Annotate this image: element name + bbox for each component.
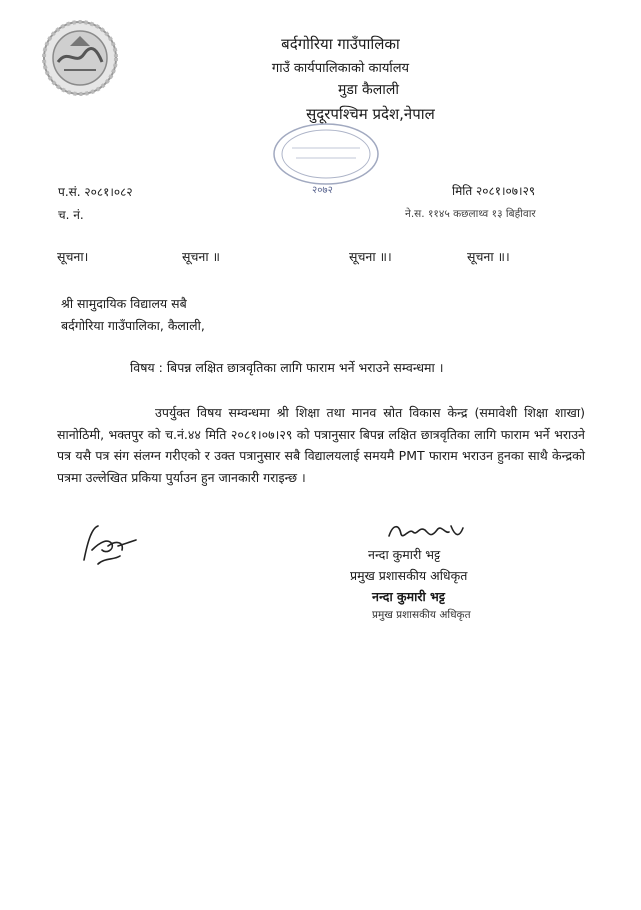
handwritten-initials-signature (78, 520, 140, 568)
dispatch-number: च. नं. (58, 208, 84, 222)
reference-number: प.सं. २०८१।०८२ (58, 185, 133, 199)
signatory-title: प्रमुख प्रशासकीय अधिकृत (350, 568, 468, 583)
letterhead-municipality: बर्दगोरिया गाउँपालिका (281, 35, 400, 53)
letter-body: उपर्युक्त विषय सम्वन्धमा श्री शिक्षा तथा मानव स्रोत विकास केन्द्र (समावेशी शिक्षा शाखा) सानोठिमी, भक्तपुर को च.नं.४४ मिति २०८१।०७।२९ को पत्रानुसार बिपन्न लक्षित छात्रवृतिका लागि फाराम भर्ने भराउने पत्र यसै पत्र संग संलग्न गरीएको र उक्त पत्रानुसार सबै विद्यालयलाई समयमै PMT फाराम भराउन हुनका साथै केन्द्रको पत्रमा उल्लेखित प्रकिया पुर्याउन हुन जानकारी गराइन्छ । (57, 405, 585, 485)
letterhead-location: मुडा कैलाली (338, 82, 399, 98)
nepal-sambat-date: ने.स. ११४५ कछलाथ्व १३ बिहीवार (405, 208, 536, 220)
recipient-line-2: बर्दगोरिया गाउँपालिका, कैलाली, (61, 318, 205, 333)
stamp-year: २०७२ (312, 185, 333, 196)
notice-heading-3: सूचना ॥। (349, 249, 392, 264)
letterhead-province: सुदूरपश्चिम प्रदेश,नेपाल (306, 105, 435, 123)
name-stamp (356, 588, 496, 628)
letter-subject: विषय : बिपन्न लक्षित छात्रवृतिका लागि फाराम भर्ने भराउने सम्वन्धमा । (130, 360, 444, 375)
letterhead-office: गाउँ कार्यपालिकाको कार्यालय (271, 61, 410, 76)
handwritten-signature (385, 518, 465, 544)
name-stamp-name: नन्दा कुमारी भट्ट (372, 589, 445, 604)
notice-heading-4: सूचना ॥। (467, 249, 510, 264)
notice-heading-1: सूचना। (57, 249, 89, 264)
signatory-name: नन्दा कुमारी भट्ट (368, 547, 441, 562)
letter-date: मिति २०८१।०७।२९ (452, 184, 536, 198)
name-stamp-title: प्रमुख प्रशासकीय अधिकृत (372, 609, 471, 621)
notice-heading-2: सूचना ॥ (182, 249, 221, 264)
recipient-line-1: श्री सामुदायिक विद्यालय सबै (61, 296, 187, 311)
